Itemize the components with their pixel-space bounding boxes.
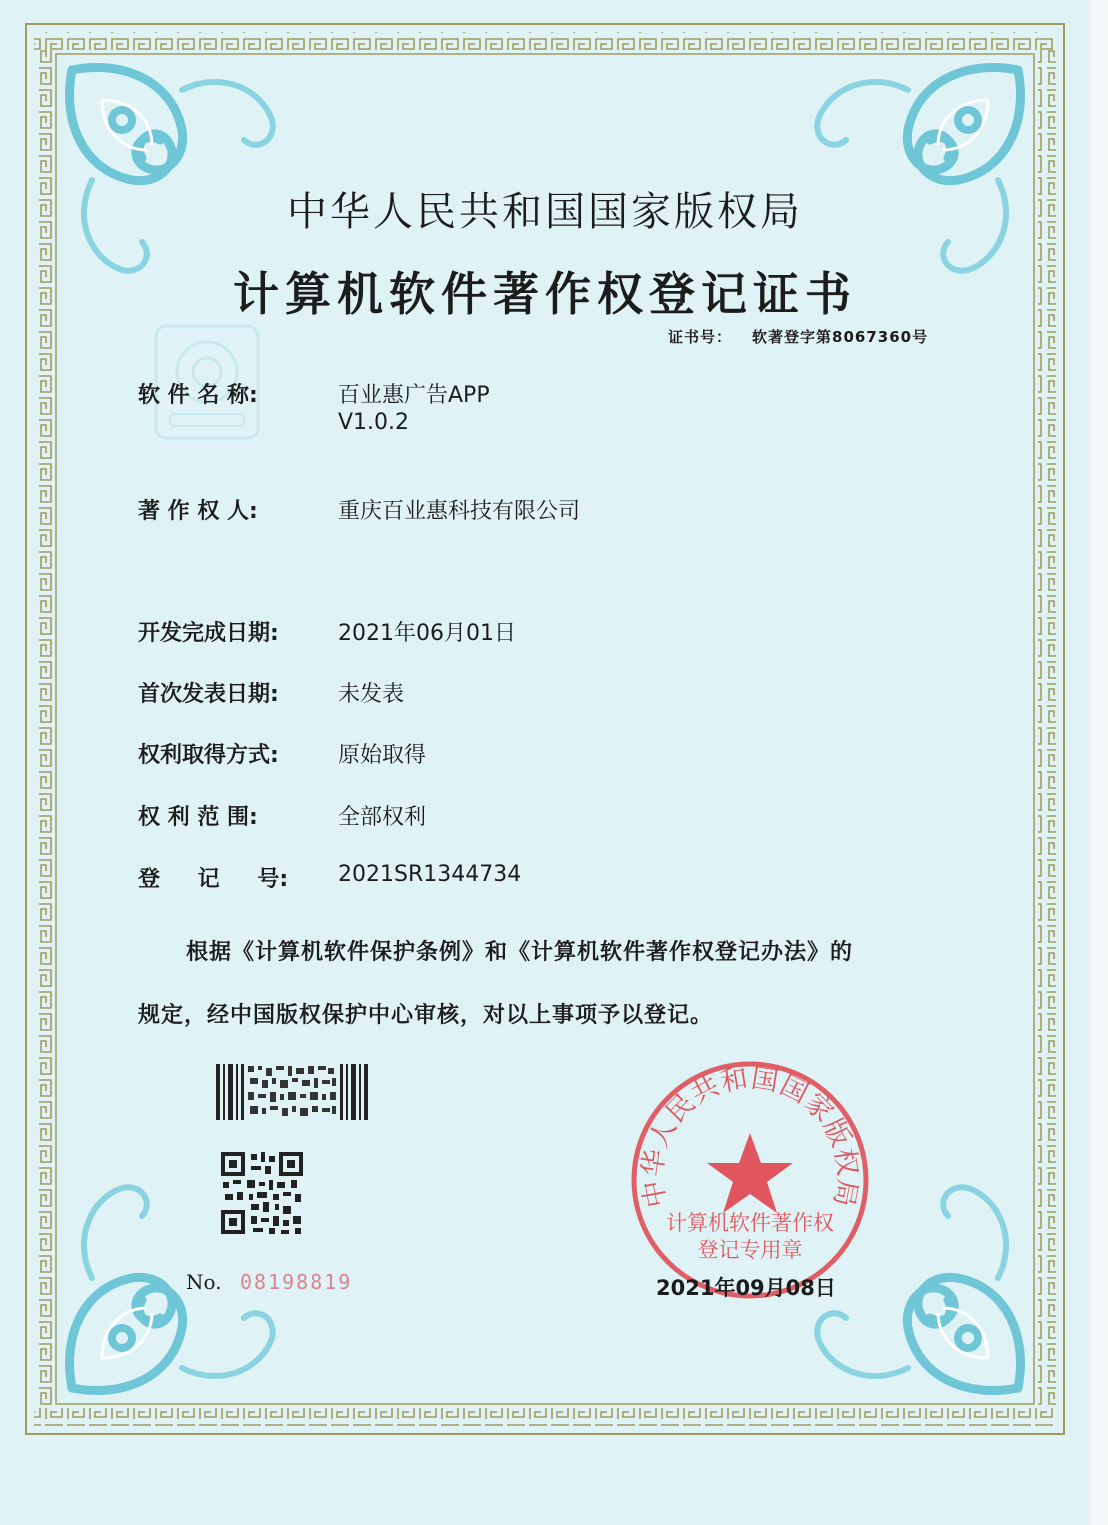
serial-number-value: 08198819 [240, 1270, 353, 1294]
acquisition-method-label: 权利取得方式: [138, 743, 279, 768]
issuing-authority: 中华人民共和国国家版权局 [287, 189, 803, 235]
registration-number-label: 登 记 号: [138, 867, 289, 892]
svg-text:计算机软件著作权: 计算机软件著作权 [666, 1211, 834, 1235]
statement-line-2: 规定，经中国版权保护中心审核，对以上事项予以登记。 [138, 1003, 714, 1028]
registration-number-value: 2021SR1344734 [338, 862, 522, 887]
completion-date-value: 2021年06月01日 [338, 621, 516, 646]
software-name-label: 软 件 名 称: [138, 383, 258, 408]
software-name-value: 百业惠广告APP [338, 383, 490, 408]
qr-code-icon [221, 1152, 303, 1234]
rights-scope-value: 全部权利 [338, 805, 427, 830]
official-seal-stamp [625, 1055, 875, 1305]
copyright-owner-label: 著 作 权 人: [138, 499, 258, 524]
certificate-title: 计算机软件著作权登记证书 [233, 267, 857, 321]
barcode-icon [216, 1064, 372, 1120]
serial-number-label: No. [186, 1270, 222, 1294]
issue-date: 2021年09月08日 [656, 1276, 836, 1300]
certificate-number [668, 326, 928, 347]
certificate-number-value: 软著登字第8067360号 [752, 328, 929, 346]
scan-edge [1090, 0, 1108, 1525]
svg-text:登记专用章: 登记专用章 [697, 1238, 803, 1262]
completion-date-label: 开发完成日期: [138, 621, 279, 646]
certificate-number-label: 证书号： [668, 328, 733, 346]
rights-scope-label: 权 利 范 围: [138, 805, 258, 830]
software-version-value: V1.0.2 [338, 410, 410, 435]
statement-line-1: 根据《计算机软件保护条例》和《计算机软件著作权登记办法》的 [186, 940, 854, 965]
first-publish-date-label: 首次发表日期: [138, 682, 279, 707]
copyright-owner-value: 重庆百业惠科技有限公司 [338, 499, 581, 524]
first-publish-date-value: 未发表 [338, 682, 405, 707]
svg-text:中华人民共和国国家版权局: 中华人民共和国国家版权局 [637, 1062, 863, 1210]
acquisition-method-value: 原始取得 [338, 743, 427, 768]
